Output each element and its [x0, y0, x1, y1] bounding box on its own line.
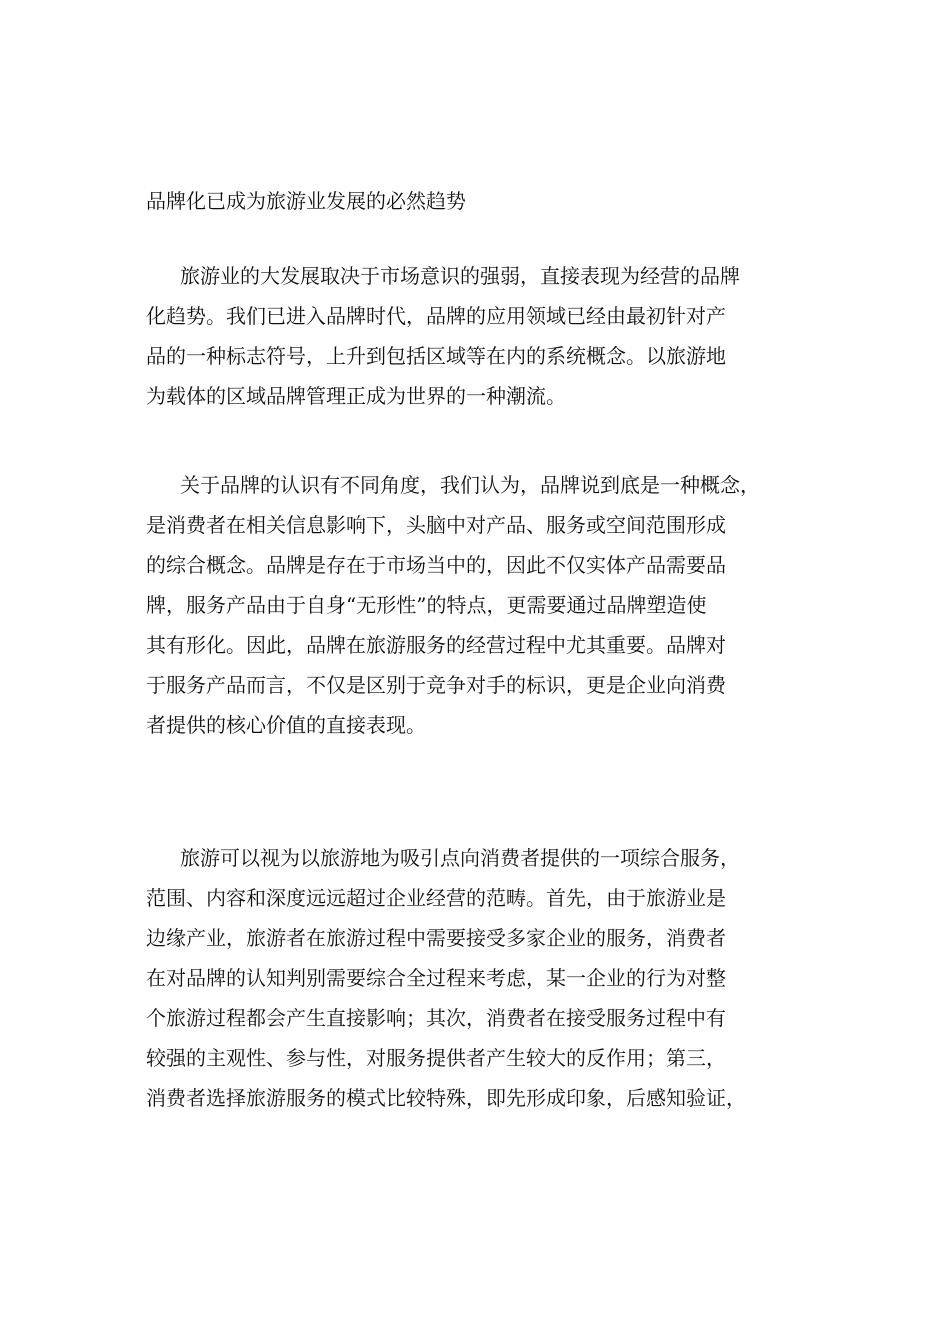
paragraph-line: 者提供的核心价值的直接表现。 [146, 713, 426, 737]
paragraph-line: 于服务产品而言，不仅是区别于竞争对手的标识，更是企业向消费 [146, 673, 726, 697]
paragraph-line: 化趋势。我们已进入品牌时代，品牌的应用领域已经由最初针对产 [146, 304, 726, 328]
paragraph-line: 较强的主观性、参与性，对服务提供者产生较大的反作用；第三， [146, 1046, 726, 1070]
paragraph-2 [146, 465, 826, 745]
paragraph-line: 牌，服务产品由于自身“无形性”的特点，更需要通过品牌塑造使 [146, 593, 707, 617]
paragraph-1 [146, 256, 826, 416]
paragraph-line: 范围、内容和深度远远超过企业经营的范畴。首先，由于旅游业是 [146, 886, 726, 910]
paragraph-line: 关于品牌的认识有不同角度，我们认为，品牌说到底是一种概念， [180, 473, 760, 497]
paragraph-line: 为载体的区域品牌管理正成为世界的一种潮流。 [146, 384, 566, 408]
paragraph-3 [146, 838, 826, 1118]
paragraph-line: 个旅游过程都会产生直接影响；其次，消费者在接受服务过程中有 [146, 1006, 726, 1030]
paragraph-line: 的综合概念。品牌是存在于市场当中的，因此不仅实体产品需要品 [146, 553, 726, 577]
paragraph-line: 是消费者在相关信息影响下，头脑中对产品、服务或空间范围形成 [146, 513, 726, 537]
paragraph-line: 在对品牌的认知判别需要综合全过程来考虑，某一企业的行为对整 [146, 966, 726, 990]
paragraph-line: 旅游业的大发展取决于市场意识的强弱，直接表现为经营的品牌 [180, 264, 740, 288]
paragraph-line: 品的一种标志符号，上升到包括区域等在内的系统概念。以旅游地 [146, 344, 726, 368]
document-title: 品牌化已成为旅游业发展的必然趋势 [146, 189, 466, 213]
paragraph-line: 其有形化。因此，品牌在旅游服务的经营过程中尤其重要。品牌对 [146, 633, 726, 657]
paragraph-line: 边缘产业，旅游者在旅游过程中需要接受多家企业的服务，消费者 [146, 926, 726, 950]
paragraph-line: 消费者选择旅游服务的模式比较特殊，即先形成印象，后感知验证， [146, 1086, 746, 1110]
paragraph-line: 旅游可以视为以旅游地为吸引点向消费者提供的一项综合服务， [180, 846, 740, 870]
